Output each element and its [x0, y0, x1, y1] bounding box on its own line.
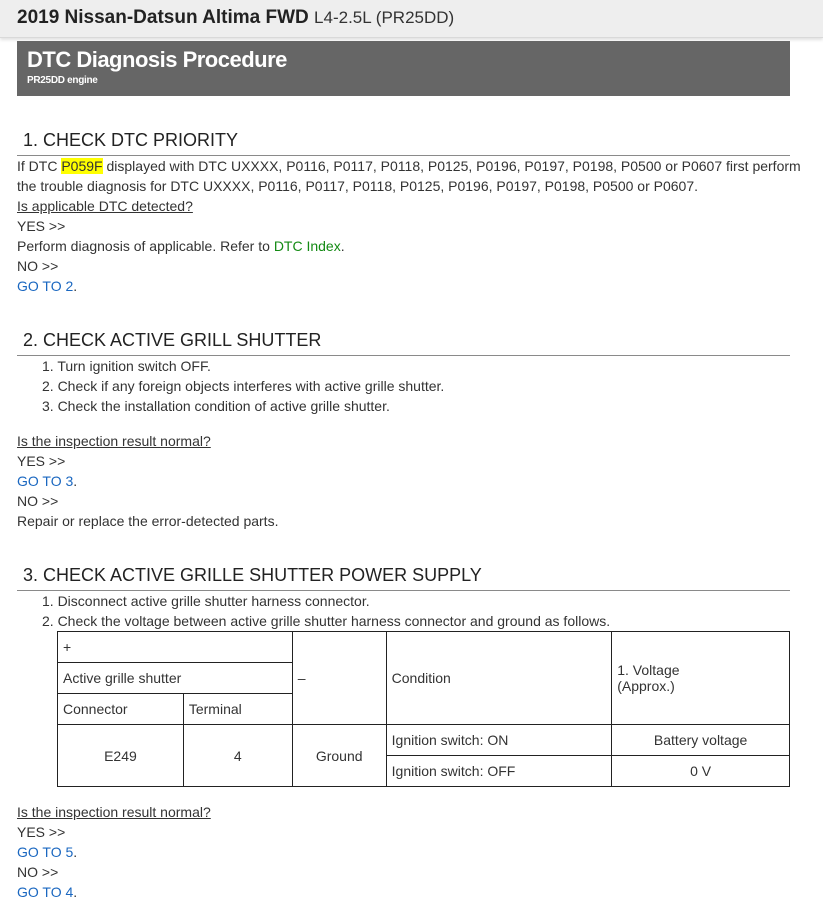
section-3-no-action [17, 882, 77, 902]
vehicle-header-bar [0, 0, 823, 38]
procedure-banner [17, 41, 790, 96]
procedure-title: DTC Diagnosis Procedure [27, 47, 287, 72]
go-to-3-link[interactable]: GO TO 3 [17, 473, 74, 489]
section-2-question: Is the inspection result normal? [17, 433, 211, 449]
table-condition-on: Ignition switch: ON [386, 725, 612, 756]
section-3-yes-label: YES >> [17, 824, 66, 840]
table-plus-header: + [58, 632, 293, 663]
section-1-yes-action [17, 236, 345, 256]
table-condition-header: Condition [386, 632, 612, 725]
section-2-no-action: Repair or replace the error-detected parts. [17, 513, 279, 529]
dtc-index-link[interactable]: DTC Index [273, 238, 341, 254]
vehicle-title [17, 7, 454, 29]
section-2-heading [17, 326, 790, 356]
section-1-no-action [17, 276, 77, 296]
instruction-rest: displayed with DTC UXXXX, P0116, P0117, P0118, P0125, P0196, P0197, P0198, P0500 or P0607 first perform [102, 158, 801, 174]
section-2-step-3: 3. Check the installation condition of active grille shutter. [42, 398, 390, 414]
section-3-heading-text: 3. CHECK ACTIVE GRILLE SHUTTER POWER SUPPLY [23, 565, 482, 585]
section-1-instruction-line-2: the trouble diagnosis for DTC UXXXX, P0116, P0117, P0118, P0125, P0196, P0197, P0198, P0500 or P0607. [17, 178, 699, 194]
table-component-name: Active grille shutter [58, 663, 293, 694]
no-action-suffix: . [73, 884, 78, 900]
table-voltage-on: Battery voltage [612, 725, 790, 756]
vehicle-engine: L4-2.5L (PR25DD) [314, 8, 455, 27]
section-2-yes-action [17, 471, 77, 491]
section-3-no-label: NO >> [17, 864, 59, 880]
yes-action-suffix: . [340, 238, 345, 254]
table-voltage-off: 0 V [612, 756, 790, 787]
go-to-2-link[interactable]: GO TO 2 [17, 278, 74, 294]
yes-action-suffix: . [73, 844, 78, 860]
table-connector-header: Connector [58, 694, 184, 725]
section-3-step-2: 2. Check the voltage between active grille shutter harness connector and ground as follows. [42, 613, 611, 629]
procedure-subtitle: PR25DD engine [27, 75, 98, 86]
no-action-suffix: . [73, 278, 78, 294]
section-1-no-label: NO >> [17, 258, 59, 274]
go-to-4-link[interactable]: GO TO 4 [17, 884, 74, 900]
table-ground-value: Ground [292, 725, 386, 787]
dtc-code-highlight: P059F [61, 158, 103, 174]
section-3-question: Is the inspection result normal? [17, 804, 211, 820]
voltage-header-line-2: (Approx.) [617, 678, 675, 694]
table-connector-value: E249 [58, 725, 184, 787]
instruction-prefix: If DTC [17, 158, 62, 174]
yes-action-suffix: . [73, 473, 78, 489]
section-2-yes-label: YES >> [17, 453, 66, 469]
section-2-no-label: NO >> [17, 493, 59, 509]
vehicle-make: 2019 Nissan-Datsun Altima FWD [17, 7, 309, 28]
section-2-heading-text: 2. CHECK ACTIVE GRILL SHUTTER [23, 330, 322, 350]
section-3-yes-action [17, 842, 77, 862]
yes-action-text: Perform diagnosis of applicable. Refer to [17, 238, 274, 254]
section-3-step-1: 1. Disconnect active grille shutter harness connector. [42, 593, 370, 609]
table-voltage-header [612, 632, 790, 725]
section-1-instruction-line-1 [17, 156, 801, 176]
section-2-step-2: 2. Check if any foreign objects interferes with active grille shutter. [42, 378, 445, 394]
go-to-5-link[interactable]: GO TO 5 [17, 844, 74, 860]
section-1-question: Is applicable DTC detected? [17, 198, 193, 214]
section-1-yes-label: YES >> [17, 218, 66, 234]
section-3-heading [17, 561, 790, 591]
table-terminal-value: 4 [183, 725, 292, 787]
table-minus-header: – [292, 632, 386, 725]
section-1-heading [17, 126, 790, 156]
section-1-heading-text: 1. CHECK DTC PRIORITY [23, 130, 239, 150]
section-2-step-1: 1. Turn ignition switch OFF. [42, 358, 211, 374]
voltage-header-line-1: 1. Voltage [617, 662, 680, 678]
voltage-spec-table [57, 631, 790, 787]
table-terminal-header: Terminal [183, 694, 292, 725]
table-condition-off: Ignition switch: OFF [386, 756, 612, 787]
